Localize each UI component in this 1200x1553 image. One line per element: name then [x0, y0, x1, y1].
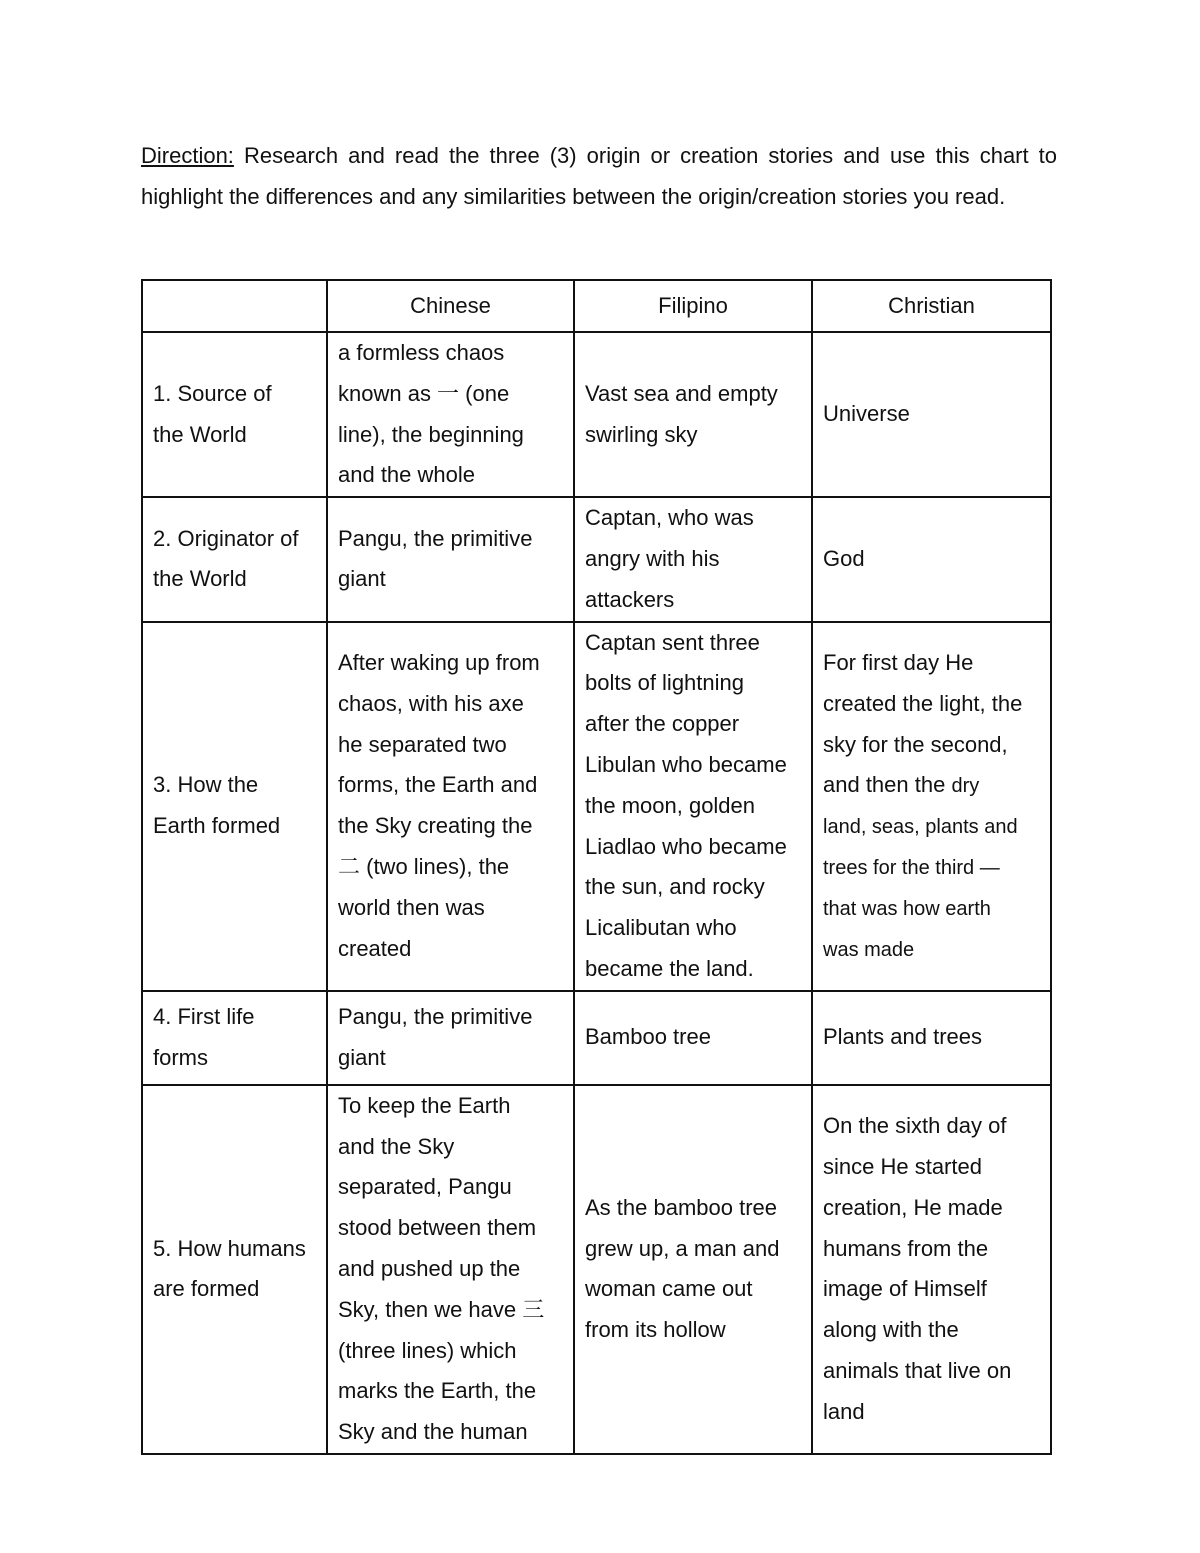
christian-text-part-b: dry land, seas, plants and trees for the third — that was how earth was made: [823, 775, 1018, 961]
filipino-cell: Captan, who was angry with his attackers: [574, 497, 812, 621]
chinese-cell: Pangu, the primitive giant: [327, 991, 574, 1085]
table-header-row: [142, 280, 1051, 332]
chinese-cell: Pangu, the primitive giant: [327, 497, 574, 621]
row-label-cell: 4. First life forms: [142, 991, 327, 1085]
header-cell-empty: [142, 280, 327, 332]
table-row: [142, 622, 1051, 991]
christian-cell: Universe: [812, 332, 1051, 497]
comparison-table: [141, 279, 1052, 1455]
chinese-cell: After waking up from chaos, with his axe he separated two forms, the Earth and the Sky creating the 二 (two lines), the world then was created: [327, 622, 574, 991]
chinese-cell: To keep the Earth and the Sky separated, Pangu stood between them and pushed up the Sky, then we have 三 (three lines) which marks the Earth, the Sky and the human: [327, 1085, 574, 1454]
christian-text-part-a: For first day He created the light, the sky for the second, and then the: [823, 649, 1023, 798]
filipino-cell: Vast sea and empty swirling sky: [574, 332, 812, 497]
christian-cell: Plants and trees: [812, 991, 1051, 1085]
filipino-cell: As the bamboo tree grew up, a man and woman came out from its hollow: [574, 1085, 812, 1454]
row-label-cell: 5. How humans are formed: [142, 1085, 327, 1454]
table-row: [142, 991, 1051, 1085]
direction-label: Direction:: [141, 143, 234, 168]
row-label-cell: 2. Originator of the World: [142, 497, 327, 621]
christian-cell: On the sixth day of since He started creation, He made humans from the image of Himself along with the animals that live on land: [812, 1085, 1051, 1454]
row-label-cell: 1. Source of the World: [142, 332, 327, 497]
header-cell-filipino: Filipino: [574, 280, 812, 332]
filipino-cell: Captan sent three bolts of lightning after the copper Libulan who became the moon, golden Liadlao who became the sun, and rocky Licalibutan who became the land.: [574, 622, 812, 991]
table-row: [142, 497, 1051, 621]
chinese-cell: a formless chaos known as 一 (one line), the beginning and the whole: [327, 332, 574, 497]
header-cell-chinese: Chinese: [327, 280, 574, 332]
filipino-cell: Bamboo tree: [574, 991, 812, 1085]
header-cell-christian: Christian: [812, 280, 1051, 332]
table-row: [142, 1085, 1051, 1454]
direction-text: Research and read the three (3) origin or creation stories and use this chart to highlight the differences and any similarities between the origin/creation stories you read.: [141, 143, 1057, 209]
row-label-cell: 3. How the Earth formed: [142, 622, 327, 991]
christian-cell: God: [812, 497, 1051, 621]
direction-paragraph: [141, 136, 1057, 217]
christian-cell: [812, 622, 1051, 991]
table-row: [142, 332, 1051, 497]
